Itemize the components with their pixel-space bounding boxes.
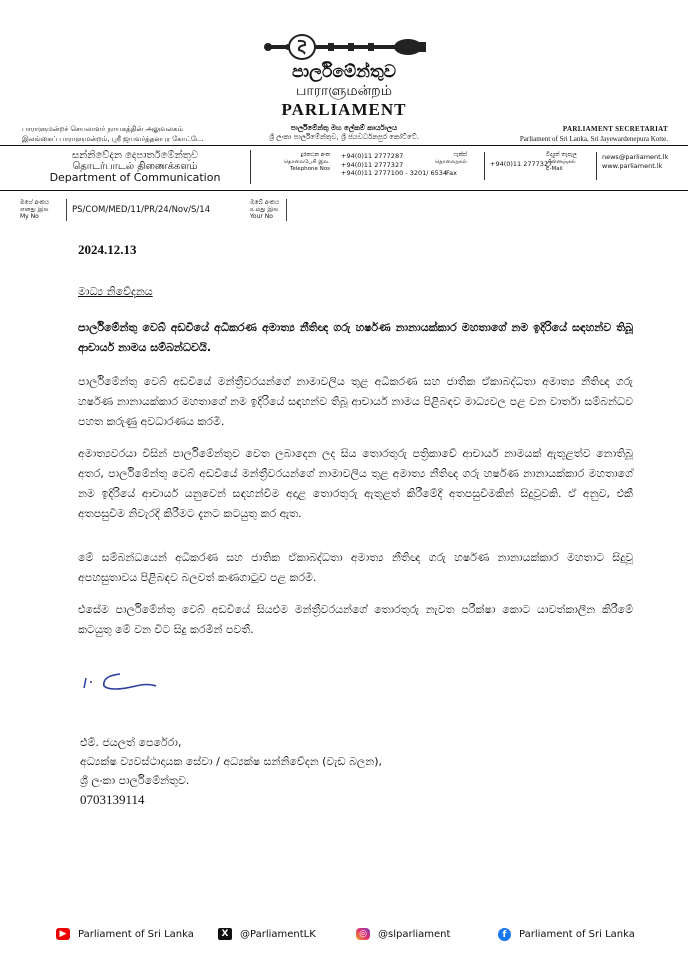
youtube-icon: ▶: [56, 928, 70, 940]
fax-number: +94(0)11 2777327: [490, 160, 553, 168]
x-twitter-icon: X: [218, 928, 232, 940]
email-label-tamil: மின்னஞ்சல்: [546, 159, 576, 165]
title-english: PARLIAMENT: [281, 100, 407, 119]
footer-facebook-label: Parliament of Sri Lanka: [519, 929, 635, 940]
secretariat-english: [470, 124, 668, 144]
header-divider-top: [0, 145, 688, 146]
my-reference-number: PS/COM/MED/11/PR/24/Nov/S/14: [72, 205, 211, 215]
email-separator: [596, 152, 597, 180]
department-sinhala: සන්නිවේදන දෙපාර්තමේන්තුව: [71, 150, 199, 161]
my-no-label-sinhala: මගේ අංකය: [20, 199, 50, 206]
title-tamil: பாராளுமன்றம்: [296, 83, 392, 99]
secretariat-sinhala-line1: පාර්ලිමේන්තු මහ ලේකම් කාර්යාලය: [290, 124, 398, 132]
paragraph-2: අමාත්‍යවරයා විසින් පාර්ලිමේන්තුව වෙත ලබාදෙන ලද සිය තොරතුරු පත්‍රිකාවේ ආචාර්ය නාමයක් ඇතුළත්ව නොතිබූ අතර, පාර්ලිමේන්තු වෙබ් අඩවියේ මන්ත්‍රීවරයන්ගේ නාමාවලිය තුළ අමාත්‍ය නීතිඥ ගරු හර්ෂණ නානායක්කාර මහතාගේ නම ඉදිරියේ ආචාර්ය යනුවෙන් සඳහන්වීම අදාළ තොරතුරු ඇතුළත් කිරීමේදී අතපසුවීමකින් සිදුවූවකි. ඒ අනුව, එකී අතපසුවීම නිවැරදි කිරීමට දැනට කටයුතු කර ඇත.: [78, 447, 633, 520]
fax-label-sinhala: ෆැක්ස්: [453, 152, 467, 158]
header-divider-bottom: [0, 190, 688, 191]
department-english: Department of Communication: [49, 171, 221, 184]
footer-instagram[interactable]: [356, 928, 450, 940]
footer-youtube[interactable]: [56, 928, 194, 940]
letter-subject: මාධ්‍ය නිවේදනය: [78, 285, 153, 298]
my-no-label-english: My No: [20, 213, 39, 220]
secretariat-tamil-line2: இலங்கைப் பாராளுமன்றம், ஸ்ரீ ஜயவர்த்தனபுர கோட்டே.: [22, 135, 204, 143]
my-no-label-tamil: எனது இல: [20, 206, 49, 213]
title-sinhala: පාර්ලිමේන්තුව: [292, 62, 396, 82]
footer-x-label: @ParliamentLK: [240, 928, 316, 940]
telephone-3: +94(0)11 2777100 - 3201/ 6534: [341, 169, 448, 177]
signatory-title: අධ්‍යක්ෂ ව්‍යවස්ථාදායක සේවා / අධ්‍යක්ෂ සන්නිවේදන (වැඩ බලන),: [80, 755, 383, 768]
fax-label-tamil: தொலைநகல்: [434, 159, 467, 165]
parliament-mace-emblem: [258, 34, 430, 60]
secretariat-tamil: [22, 124, 228, 144]
letter-heading: පාර්ලිමේන්තු වෙබ් අඩවියේ අධිකරණ අමාත්‍ය නීතිඥ ගරු හර්ෂණ නානායක්කාර මහතාගේ නම ඉදිරියේ සඳහන්ව තිබූ ආචාර්ය නාමය සම්බන්ධවයි.: [78, 321, 633, 354]
telephone-1: +94(0)11 2777287: [341, 152, 404, 160]
your-no-label-sinhala: ඔබේ අංකය: [250, 199, 280, 206]
email-label-sinhala: විද්‍යුත් තැපෑල: [546, 152, 577, 158]
telephone-label-english: Telephone Nos: [289, 166, 330, 172]
fax-label: [425, 152, 467, 166]
your-no-box: [286, 199, 347, 221]
your-no-label-english: Your No: [250, 213, 273, 220]
signatory-organization: ශ්‍රී ලංකා පාර්ලිමේන්තුව.: [80, 774, 190, 787]
footer-instagram-label: @slparliament: [378, 928, 451, 940]
contact-separator: [250, 150, 251, 184]
secretariat-sinhala-line2: ශ්‍රී ලංකා පාර්ලිමේන්තුව, ශ්‍රී ජයවර්ධනපුර කෝට්ටේ.: [269, 133, 419, 141]
footer-facebook[interactable]: [498, 928, 635, 941]
telephone-label: [278, 152, 330, 173]
department-tamil: தொடர்பாடல் திணைக்களம்: [72, 161, 198, 172]
paragraph-3: මේ සම්බන්ධයෙන් අධිකරණ සහ ජාතික ඒකාබද්ධතා අමාත්‍ය නීතිඥ ගරු හර්ෂණ නානායක්කාර මහතාට සිදුවූ අපහසුතාවය පිළිබඳව බලවත් කණගාටුව පළ කරමි.: [78, 551, 633, 584]
my-no-label: [20, 199, 60, 220]
email-address[interactable]: news@parliament.lk: [602, 153, 669, 161]
facebook-icon: f: [498, 928, 511, 941]
handwritten-signature: [80, 664, 170, 698]
footer-x[interactable]: [218, 928, 316, 940]
website-address[interactable]: www.parliament.lk: [602, 162, 663, 170]
signatory-phone: 0703139114: [80, 792, 145, 807]
paragraph-4: එසේම පාර්ලිමේන්තු වෙබ් අඩවියේ සියළුම මන්ත්‍රීවරයන්ගේ තොරතුරු නැවත පරීක්ෂා කොට යාවත්කාලීන කිරීමේ කටයුතු මේ වන විට සිදු කරමින් පවතී.: [78, 603, 633, 636]
fax-separator: [484, 152, 485, 180]
telephone-2: +94(0)11 2777327: [341, 160, 404, 169]
telephone-label-tamil: தொலைபேசி இல.: [283, 159, 330, 165]
secretariat-english-line2: Parliament of Sri Lanka, Sri Jayewardenepura Kotte.: [519, 135, 668, 143]
email-label-english: E-Mail: [546, 166, 563, 172]
letter-date: 2024.12.13: [78, 242, 137, 257]
fax-label-english: Fax: [446, 169, 457, 177]
signatory-name: එම්. ජයලත් පෙරේරා,: [80, 736, 182, 749]
your-no-label-tamil: உமது இல: [250, 206, 279, 213]
email-block: [602, 153, 682, 171]
your-no-label: [250, 199, 290, 220]
footer-youtube-label: Parliament of Sri Lanka: [78, 928, 194, 940]
department-block: [40, 150, 230, 183]
secretariat-english-line1: PARLIAMENT SECRETARIAT: [562, 125, 668, 133]
instagram-icon: ◎: [356, 928, 370, 940]
paragraph-1: පාර්ලිමේන්තු වෙබ් අඩවියේ මන්ත්‍රීවරයන්ගේ නාමාවලිය තුළ අධිකරණ සහ ජාතික ඒකාබද්ධතා අමාත්‍ය නීතිඥ ගරු හර්ෂණ නානායක්කාර මහතාගේ නම ඉදිරියේ සඳහන්ව තිබූ ආචාර්ය නාමය පිළිබඳව මාධ්‍යවල පළ වන වාර්තා සම්බන්ධව පහත කරුණු අවධාරණය කරමි.: [78, 375, 633, 428]
secretariat-tamil-line1: பாராளுமன்றச் செயலாளர் நாயகத்தின் அலுவலகம்: [22, 125, 183, 133]
telephone-label-sinhala: දුරකථන අංක: [300, 152, 330, 158]
email-label: [546, 152, 586, 173]
secretariat-sinhala: [258, 124, 430, 142]
